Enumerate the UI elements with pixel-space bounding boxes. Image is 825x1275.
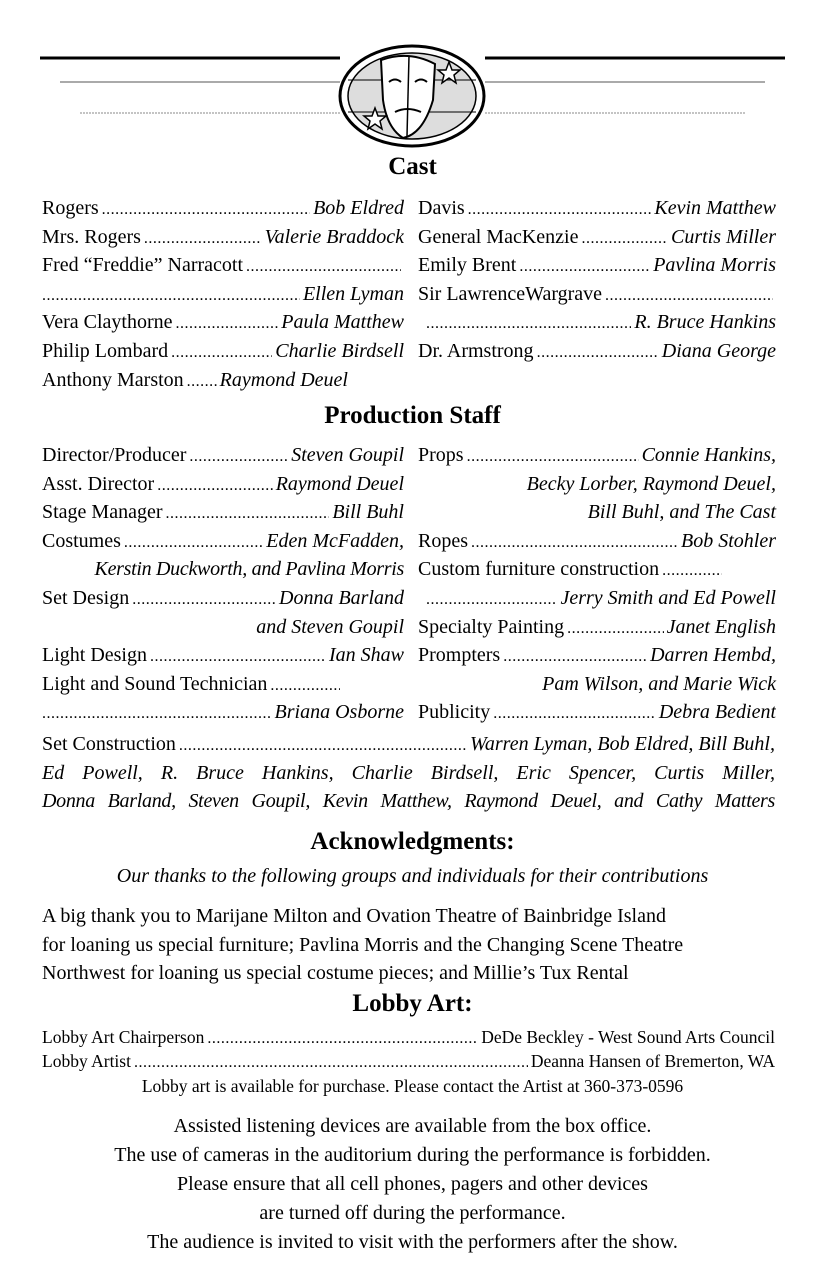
role: Props — [418, 444, 464, 466]
ack-subtitle: Our thanks to the following groups and individuals for their contributions — [116, 865, 709, 887]
name: Bill Buhl — [332, 501, 404, 524]
cast-row — [418, 280, 776, 309]
staff-row — [42, 498, 404, 527]
name: Debra Bedient — [658, 701, 776, 724]
role: General MacKenzie — [418, 225, 579, 248]
name: Raymond Deuel — [275, 472, 404, 495]
role: Asst. Director — [42, 472, 155, 495]
actor: Bob Eldred — [313, 197, 404, 219]
actor: Curtis Miller — [670, 225, 776, 248]
actor: Ellen Lyman — [302, 282, 404, 305]
cast-row — [418, 251, 776, 280]
cast-row — [42, 194, 404, 223]
role: Fred “Freddie” Narracott — [42, 254, 244, 277]
staff-row-cont: Kerstin Duckworth, and Pavlina Morris — [94, 558, 404, 581]
role: Dr. Armstrong — [418, 339, 534, 362]
ack-line: for loaning us special furniture; Pavlina Morris and the Changing Scene Theatre — [42, 933, 684, 956]
cast-left-column — [42, 194, 404, 394]
role: Philip Lombard — [42, 339, 169, 362]
role: Costumes — [42, 529, 121, 552]
name: Briana Osborne — [274, 701, 404, 724]
notice-line: Assisted listening devices are available from the box office. — [173, 1115, 652, 1137]
role: Davis — [418, 197, 465, 219]
staff-row — [418, 613, 776, 642]
notice-line: The audience is invited to visit with the performers after the show. — [147, 1231, 678, 1253]
lobby-note: Lobby art is available for purchase. Please contact the Artist at 360-373-0596 — [141, 1076, 684, 1096]
actor: Diana George — [661, 339, 776, 362]
staff-row — [418, 441, 776, 470]
set-construction — [42, 730, 775, 816]
notice-line: are turned off during the performance. — [259, 1202, 566, 1224]
ack-body — [42, 902, 782, 988]
role: Emily Brent — [418, 254, 517, 277]
role: Lobby Art Chairperson — [42, 1027, 205, 1047]
name: Steven Goupil — [291, 444, 404, 466]
name: Eden McFadden, — [266, 529, 404, 552]
actor: Charlie Birdsell — [275, 339, 404, 362]
staff-row-cont: Becky Lorber, Raymond Deuel, — [526, 472, 776, 495]
name: DeDe Beckley - West Sound Arts Council — [481, 1027, 775, 1047]
staff-row — [42, 641, 404, 670]
ack-heading: Acknowledgments: — [310, 828, 515, 855]
lobby-heading: Lobby Art: — [352, 990, 473, 1017]
notices — [0, 1112, 825, 1257]
actor: R. Bruce Hankins — [634, 311, 776, 334]
staff-row — [42, 670, 404, 699]
role: Stage Manager — [42, 501, 163, 524]
staff-heading: Production Staff — [324, 402, 501, 429]
cast-heading: Cast — [388, 153, 437, 180]
name: Connie Hankins, — [641, 444, 776, 466]
staff-row — [42, 527, 404, 556]
cast-row — [42, 337, 404, 366]
role: Publicity — [418, 701, 491, 724]
staff-row — [42, 470, 404, 499]
role: Vera Claythorne — [42, 311, 173, 334]
cast-row — [418, 337, 776, 366]
name: Ian Shaw — [329, 644, 404, 667]
header-banner — [40, 40, 785, 160]
staff-right-column — [418, 441, 776, 727]
staff-row-cont — [42, 698, 404, 727]
names: Donna Barland, Steven Goupil, Kevin Matthew, Raymond Deuel, and Cathy Matters — [42, 790, 775, 813]
staff-left-column — [42, 441, 404, 727]
staff-row-cont: and Steven Goupil — [256, 615, 404, 638]
role: Set Design — [42, 586, 130, 609]
actor: Raymond Deuel — [219, 368, 348, 391]
name: Jerry Smith and Ed Powell — [560, 586, 776, 609]
actor: Kevin Matthew — [654, 197, 776, 219]
role: Set Construction — [42, 733, 176, 755]
actor: Pavlina Morris — [653, 254, 776, 277]
notice-line: The use of cameras in the auditorium during the performance is forbidden. — [114, 1144, 711, 1166]
cast-row — [42, 223, 404, 252]
cast-row — [42, 366, 404, 395]
theatre-masks-icon — [337, 42, 487, 154]
role: Director/Producer — [42, 444, 187, 466]
staff-row — [418, 641, 776, 670]
name: Janet English — [666, 615, 776, 638]
name: Deanna Hansen of Bremerton, WA — [530, 1050, 775, 1071]
staff-row — [418, 698, 776, 727]
role: Light and Sound Technician — [42, 672, 268, 695]
role: Ropes — [418, 529, 468, 552]
role: Specialty Painting — [418, 615, 565, 638]
lobby-row — [42, 1050, 775, 1074]
role: Sir LawrenceWargrave — [418, 282, 603, 305]
cast-row-cont — [42, 280, 404, 309]
name: Darren Hembd, — [650, 644, 776, 667]
role: Mrs. Rogers — [42, 225, 141, 248]
cast-row — [42, 251, 404, 280]
name: Bob Stohler — [681, 529, 776, 552]
cast-row-cont — [418, 308, 776, 337]
names: Warren Lyman, Bob Eldred, Bill Buhl, — [470, 733, 775, 755]
role: Light Design — [42, 644, 147, 667]
role: Custom furniture construction — [418, 558, 660, 581]
cast-row — [418, 194, 776, 223]
staff-row-cont: Pam Wilson, and Marie Wick — [542, 672, 776, 695]
role: Prompters — [418, 644, 501, 667]
staff-row — [418, 555, 776, 584]
cast-row — [42, 308, 404, 337]
staff-row — [418, 527, 776, 556]
lobby-row — [42, 1026, 775, 1050]
ack-line: A big thank you to Marijane Milton and Ovation Theatre of Bainbridge Island — [42, 905, 666, 927]
name: Donna Barland — [279, 586, 404, 609]
staff-row — [42, 584, 404, 613]
cast-right-column — [418, 194, 776, 366]
names: Ed Powell, R. Bruce Hankins, Charlie Birdsell, Eric Spencer, Curtis Miller, — [42, 761, 775, 784]
cast-row — [418, 223, 776, 252]
lobby-list — [42, 1026, 775, 1073]
role: Lobby Artist — [42, 1050, 131, 1071]
actor: Paula Matthew — [281, 311, 404, 334]
actor: Valerie Braddock — [264, 225, 404, 248]
staff-row-cont — [418, 584, 776, 613]
role: Anthony Marston — [42, 368, 184, 391]
notice-line: Please ensure that all cell phones, pagers and other devices — [177, 1173, 648, 1195]
staff-row — [42, 441, 404, 470]
ack-line: Northwest for loaning us special costume pieces; and Millie’s Tux Rental — [42, 962, 629, 985]
role: Rogers — [42, 197, 99, 219]
staff-row-cont: Bill Buhl, and The Cast — [587, 501, 776, 524]
